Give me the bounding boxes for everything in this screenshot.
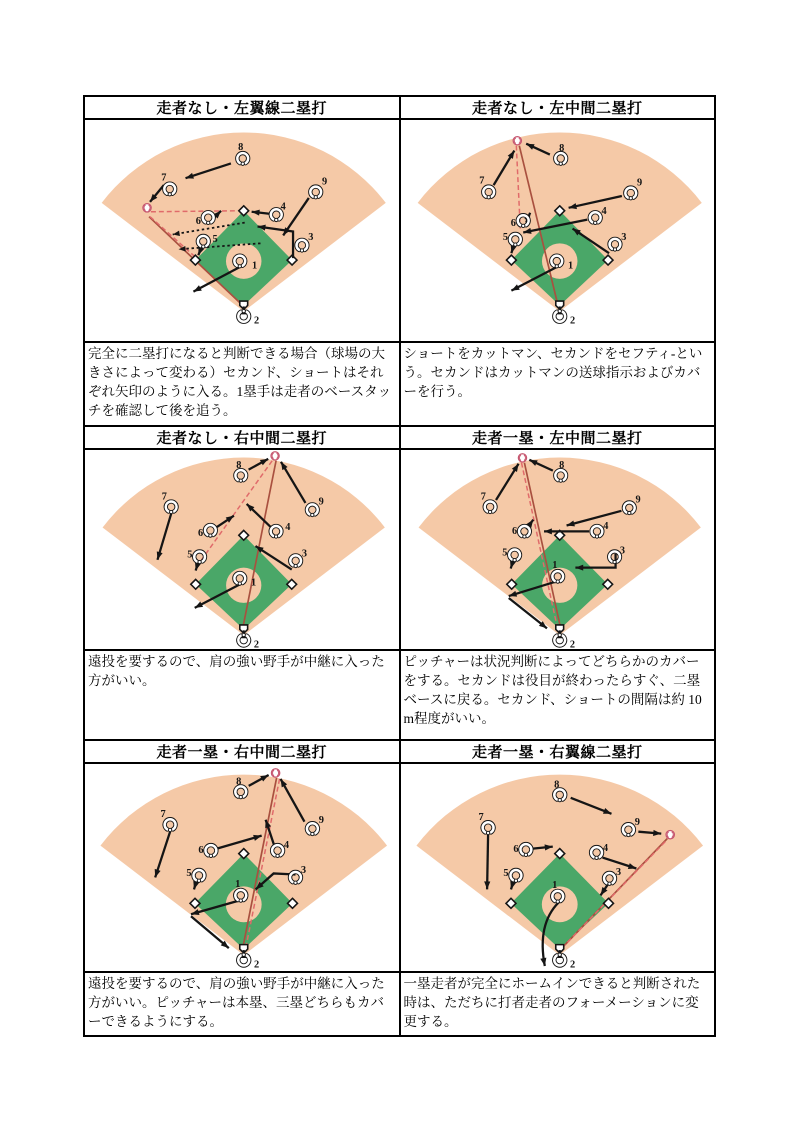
- cell-description-2: [400, 342, 716, 426]
- formation-description: ピッチャーは状況判断によってどちらかのカバーをする。セカンドは役目が終わったらすぐ、二塁ベースに戻る。セカンド、ショートの間隔は約 10 m程度がいい。: [403, 654, 702, 727]
- svg-text:2: 2: [254, 959, 260, 970]
- svg-text:3: 3: [308, 231, 314, 243]
- svg-text:8: 8: [553, 779, 559, 791]
- svg-text:5: 5: [502, 867, 509, 879]
- diagram-wrap: [85, 120, 399, 341]
- formation-description: 一塁走者が完全にホームインできると判断された時は、ただちに打者走者のフォーメーションに変更する。: [403, 976, 701, 1030]
- cell-title-5: [84, 740, 400, 763]
- diagram-wrap: [401, 120, 715, 341]
- formation-description: 遠投を要するので、肩の強い野手が中継に入った方がいい。: [88, 654, 385, 689]
- formation-title: 走者一塁・右翼線二塁打: [471, 745, 643, 761]
- cell-description-3: [84, 650, 400, 740]
- formation-title: 走者一塁・左中間二塁打: [471, 431, 643, 447]
- svg-text:3: 3: [615, 866, 621, 878]
- svg-text:2: 2: [569, 639, 575, 648]
- svg-text:6: 6: [511, 525, 517, 537]
- svg-text:9: 9: [636, 177, 642, 189]
- svg-text:7: 7: [161, 172, 167, 184]
- svg-text:6: 6: [198, 845, 204, 857]
- svg-text:1: 1: [235, 878, 241, 890]
- description-row-2: [84, 650, 715, 740]
- svg-text:9: 9: [634, 817, 640, 829]
- svg-text:6: 6: [198, 527, 204, 539]
- svg-text:9: 9: [322, 176, 328, 188]
- diagram-row-2: [84, 449, 715, 650]
- svg-text:7: 7: [161, 491, 167, 503]
- baseball-field-diagram: [401, 765, 715, 970]
- svg-text:8: 8: [558, 143, 564, 155]
- description-row-3: [84, 972, 715, 1036]
- cell-title-1: [84, 96, 400, 119]
- svg-text:7: 7: [480, 491, 486, 503]
- svg-text:1: 1: [250, 577, 257, 589]
- svg-text:8: 8: [558, 460, 564, 472]
- cell-title-3: [84, 426, 400, 449]
- formation-title: 走者なし・右中間二塁打: [156, 431, 327, 447]
- svg-text:4: 4: [601, 206, 607, 218]
- description-row-1: [84, 342, 715, 426]
- svg-text:9: 9: [318, 496, 324, 508]
- baseball-field-diagram: [401, 451, 715, 648]
- svg-text:5: 5: [186, 867, 192, 879]
- cell-description-6: [400, 972, 716, 1036]
- diagram-wrap: [401, 764, 715, 971]
- svg-text:8: 8: [238, 142, 244, 154]
- svg-text:4: 4: [602, 843, 608, 855]
- svg-text:3: 3: [300, 864, 307, 876]
- cell-diagram-3: [84, 449, 400, 650]
- cell-diagram-4: [400, 449, 716, 650]
- diagram-wrap: [401, 450, 715, 649]
- diagram-row-3: [84, 763, 715, 972]
- formation-title: 走者一塁・右中間二塁打: [156, 745, 327, 761]
- formation-title: 走者なし・左翼線二塁打: [156, 101, 327, 117]
- title-row-3: [84, 740, 715, 763]
- title-row-2: [84, 426, 715, 449]
- cell-diagram-5: [84, 763, 400, 972]
- diagram-row-1: [84, 119, 715, 342]
- svg-text:3: 3: [620, 231, 626, 243]
- svg-text:8: 8: [236, 776, 242, 788]
- svg-text:6: 6: [512, 844, 519, 856]
- svg-text:3: 3: [301, 548, 308, 560]
- cell-description-1: [84, 342, 400, 426]
- svg-text:8: 8: [236, 460, 242, 472]
- svg-text:1: 1: [551, 879, 557, 891]
- svg-text:4: 4: [285, 521, 291, 533]
- svg-text:6: 6: [195, 216, 201, 228]
- svg-text:5: 5: [501, 547, 507, 559]
- formation-table: [83, 95, 716, 1037]
- svg-text:4: 4: [283, 840, 290, 852]
- svg-text:2: 2: [569, 959, 575, 970]
- formation-description: 遠投を要するので、肩の強い野手が中継に入った方がいい。ピッチャーは本塁、三塁どちらもカバーできるようにする。: [88, 976, 385, 1030]
- svg-text:5: 5: [502, 231, 508, 243]
- cell-description-4: [400, 650, 716, 740]
- cell-title-4: [400, 426, 716, 449]
- svg-text:4: 4: [280, 201, 286, 213]
- formation-description: 完全に二塁打になると判断できる場合（球場の大きさによって変わる）セカンド、ショートはそれぞれ矢印のように入る。1塁手は走者のベースタッチを確認して後を追う。: [88, 346, 392, 419]
- svg-text:7: 7: [478, 175, 484, 187]
- baseball-field-diagram: [85, 121, 399, 340]
- formation-title: 走者なし・左中間二塁打: [471, 101, 643, 117]
- svg-text:2: 2: [253, 639, 260, 648]
- svg-text:3: 3: [619, 545, 625, 557]
- cell-description-5: [84, 972, 400, 1036]
- cell-title-6: [400, 740, 716, 763]
- baseball-field-diagram: [85, 451, 399, 648]
- svg-text:1: 1: [251, 260, 258, 272]
- formation-description: ショートをカットマン、セカンドをセフティ-という。セカンドはカットマンの送球指示およびカバーを行う。: [403, 346, 703, 400]
- baseball-field-diagram: [85, 765, 399, 970]
- svg-text:1: 1: [567, 260, 573, 272]
- svg-text:9: 9: [318, 815, 324, 827]
- cell-diagram-1: [84, 119, 400, 342]
- svg-text:7: 7: [160, 809, 166, 821]
- cell-diagram-6: [400, 763, 716, 972]
- cell-diagram-2: [400, 119, 716, 342]
- svg-text:5: 5: [187, 549, 193, 561]
- svg-text:5: 5: [212, 233, 218, 245]
- svg-text:6: 6: [510, 218, 516, 230]
- cell-title-2: [400, 96, 716, 119]
- svg-text:4: 4: [602, 520, 608, 532]
- svg-text:1: 1: [551, 560, 557, 572]
- svg-text:2: 2: [569, 315, 575, 327]
- diagram-wrap: [85, 450, 399, 649]
- svg-text:2: 2: [253, 315, 260, 327]
- diagram-wrap: [85, 764, 399, 971]
- svg-text:9: 9: [635, 494, 641, 506]
- svg-text:7: 7: [478, 812, 484, 824]
- baseball-field-diagram: [401, 121, 715, 340]
- title-row-1: [84, 96, 715, 119]
